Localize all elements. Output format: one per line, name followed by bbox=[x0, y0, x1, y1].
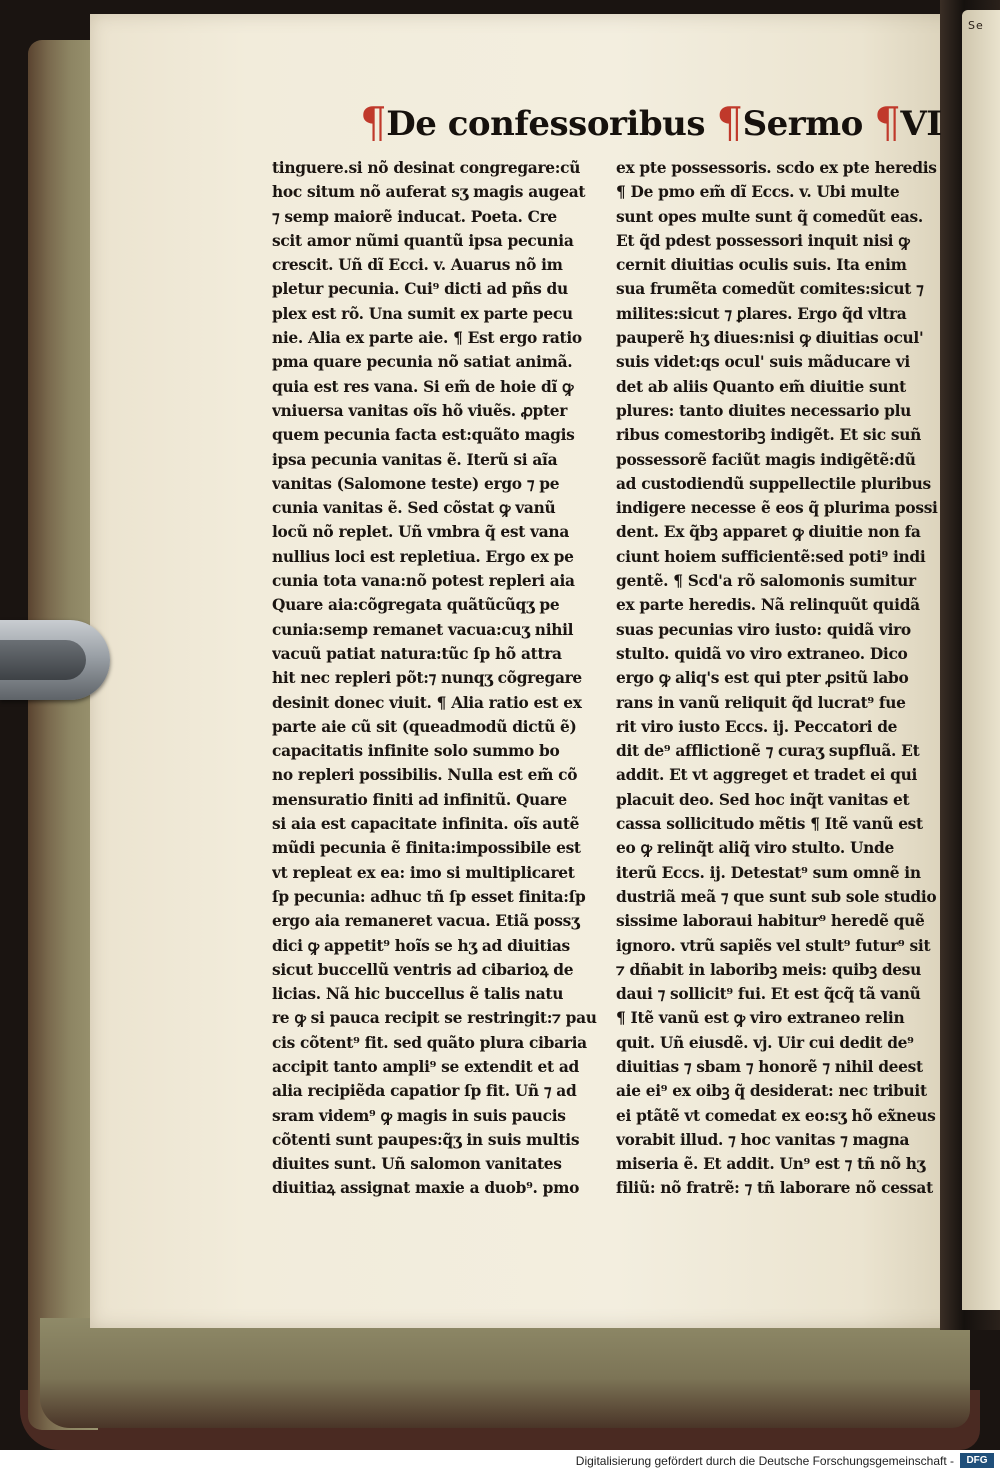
header-numeral: VI bbox=[900, 104, 942, 144]
text-line: filiũ: nõ fratrẽ: ⁊ tñ laborare nõ cessat bbox=[616, 1179, 933, 1198]
text-line: ciunt hoiem sufficientẽ:sed poti⁹ indi bbox=[616, 547, 926, 566]
text-line: aie ei⁹ ex oibꝫ q̃ desiderat: nec tribuit bbox=[616, 1082, 927, 1101]
text-line: quia est res vana. Si em̃ de hoie dĩ ꝙ bbox=[272, 377, 574, 396]
header-sermo: Sermo bbox=[742, 104, 863, 144]
text-line: vt repleat ex ea: imo si multiplicaret bbox=[272, 863, 575, 882]
text-line: vacuũ patiat natura:tũc ſp hõ attra bbox=[272, 644, 562, 663]
text-line: ¶ Itẽ vanũ est ꝙ viro extraneo relin bbox=[616, 1009, 905, 1028]
text-line: rans in vanũ reliquit q̃d lucrat⁹ fue bbox=[616, 693, 906, 712]
text-line: licias. Nã hic buccellus ẽ talis natu bbox=[272, 985, 564, 1004]
text-line: iterũ Eccs. ij. Detestat⁹ sum omnẽ in bbox=[616, 863, 921, 882]
page-clamp-inner bbox=[0, 640, 86, 680]
text-line: rit viro iusto Eccs. ij. Peccatori de bbox=[616, 717, 898, 736]
rubric-mark-icon: ¶ bbox=[360, 98, 387, 147]
text-line: quit. Uñ eiusdẽ. vj. Uir cui dedit de⁹ bbox=[616, 1033, 914, 1052]
text-line: locũ nõ replet. Uñ vmbra q̃ est vana bbox=[272, 523, 569, 542]
book-fore-edge bbox=[28, 40, 98, 1430]
text-line: nullius loci est repletiua. Ergo ex pe bbox=[272, 547, 574, 566]
text-line: cõtenti sunt paupes:q̃ʒ in suis multis bbox=[272, 1130, 580, 1149]
text-line: cernit diuitias oculis suis. Ita enim bbox=[616, 256, 907, 275]
text-line: eo ꝙ relinq̃t aliq̃ viro stulto. Unde bbox=[616, 839, 894, 858]
text-column-right bbox=[616, 156, 958, 1201]
text-line: nie. Alia ex parte aie. ¶ Est ergo ratio bbox=[272, 329, 582, 348]
text-line: stulto. quidã vo viro extraneo. Dico bbox=[616, 644, 908, 663]
text-line: sram videm⁹ ꝙ magis in suis paucis bbox=[272, 1106, 566, 1125]
text-line: ex pte possessoris. scdo ex pte heredis bbox=[616, 159, 937, 177]
text-line: sicut buccellũ ventris ad cibarioꝝ de bbox=[272, 960, 574, 979]
text-line: no repleri possibilis. Nulla est em̃ cõ bbox=[272, 766, 578, 785]
text-column-left bbox=[272, 156, 618, 1201]
text-line: sunt opes multe sunt q̃ comedũt eas. bbox=[616, 207, 923, 226]
digitization-footer bbox=[0, 1450, 1000, 1472]
text-line: indigere necesse ẽ eos q̃ plurima possi bbox=[616, 499, 938, 518]
text-line: pma quare pecunia nõ satiat animã. bbox=[272, 353, 573, 372]
text-line: vniuersa vanitas oĩs hõ viuẽs. ꝓpter bbox=[272, 401, 568, 420]
text-line: mensuratio finiti ad infinitũ. Quare bbox=[272, 790, 567, 809]
dfg-logo: DFG bbox=[960, 1453, 994, 1468]
text-line: cunia vanitas ẽ. Sed cõstat ꝙ vanũ bbox=[272, 499, 556, 518]
funding-notice: Digitalisierung gefördert durch die Deutsche Forschungsgemeinschaft - bbox=[575, 1454, 954, 1468]
text-line: scit amor nũmi quantũ ipsa pecunia bbox=[272, 231, 574, 250]
text-line: suis videt:qs ocul' suis mãducare vi bbox=[616, 353, 910, 372]
text-line: ex parte heredis. Nã relinquũt quidã bbox=[616, 596, 920, 615]
text-line: ei ptãtẽ vt comedat ex eo:sʒ hõ ex̃neus bbox=[616, 1106, 936, 1125]
book-bottom-edge bbox=[40, 1318, 970, 1428]
text-line: plures: tanto diuites necessario plu bbox=[616, 401, 911, 420]
text-line: cunia:semp remanet vacua:cuʒ nihil bbox=[272, 620, 574, 639]
text-line: cis cõtent⁹ fit. sed quãto plura cibaria bbox=[272, 1033, 587, 1052]
text-line: ergo ꝙ aliq's est qui pter ꝓsitũ labo bbox=[616, 669, 909, 688]
text-line: capacitatis infinite solo summo bo bbox=[272, 742, 560, 761]
text-line: miseria ẽ. Et addit. Un⁹ est ⁊ tñ nõ hʒ bbox=[616, 1155, 926, 1174]
text-line: cassa sollicitudo mẽtis ¶ Itẽ vanũ est bbox=[616, 815, 923, 834]
text-line: mũdi pecunia ẽ finita:impossibile est bbox=[272, 839, 581, 858]
text-line: placuit deo. Sed hoc inq̃t vanitas et bbox=[616, 790, 910, 809]
text-line: dit de⁹ afflictionẽ ⁊ curaʒ supfluã. Et bbox=[616, 742, 920, 761]
text-line: ¶ De pmo em̃ dĩ Eccs. v. Ubi multe bbox=[616, 183, 900, 202]
text-line: hoc situm nõ auferat sʒ magis augeat bbox=[272, 183, 586, 202]
text-line: desinit donec viuit. ¶ Alia ratio est ex bbox=[272, 693, 582, 712]
text-line: re ꝙ si pauca recipit se restringit:⁊ pau bbox=[272, 1009, 597, 1028]
rubric-mark-icon: ¶ bbox=[874, 98, 901, 147]
text-line: ⁊ dñabit in laboribꝫ meis: quibꝫ desu bbox=[616, 960, 922, 979]
text-line: pauperẽ hʒ diues:nisi ꝙ diuitias ocul' bbox=[616, 329, 924, 348]
text-line: ignoro. vtrũ sapiẽs vel stult⁹ futur⁹ sit bbox=[616, 936, 931, 955]
text-line: daui ⁊ sollicit⁹ fui. Et est q̃cq̃ tã vanũ bbox=[616, 985, 921, 1004]
text-line: ribus comestoribꝫ indigẽt. Et sic suñ bbox=[616, 426, 922, 445]
text-line: alia recipiẽda capatior ſp fit. Uñ ⁊ ad bbox=[272, 1082, 577, 1101]
next-page-fragment: Se bbox=[968, 19, 984, 32]
header-title: De confessoribus bbox=[386, 104, 705, 144]
text-line: ergo aia remaneret vacua. Etiã possʒ bbox=[272, 912, 580, 931]
text-line: det ab aliis Quanto em̃ diuitie sunt bbox=[616, 377, 906, 396]
text-line: pletur pecunia. Cui⁹ dicti ad pñs du bbox=[272, 280, 568, 299]
text-line: vanitas (Salomone teste) ergo ⁊ pe bbox=[272, 474, 560, 493]
text-line: crescit. Uñ dĩ Ecci. v. Auarus nõ im bbox=[272, 256, 563, 275]
text-line: gentẽ. ¶ Scd'a rõ salomonis sumitur bbox=[616, 572, 916, 591]
text-line: sua frumẽta comedũt comites:sicut ⁊ bbox=[616, 280, 924, 299]
text-line: possessorẽ faciũt magis indigẽtẽ:dũ bbox=[616, 450, 916, 469]
text-line: ipsa pecunia vanitas ẽ. Iterũ si aĩa bbox=[272, 450, 558, 469]
text-line: dent. Ex q̃bꝫ apparet ꝙ diuitie non fa bbox=[616, 523, 921, 542]
text-line: dici ꝙ appetit⁹ hoĩs se hʒ ad diuitias bbox=[272, 936, 570, 955]
text-line: diuites sunt. Uñ salomon vanitates bbox=[272, 1155, 562, 1174]
text-line: Quare aia:cõgregata quãtũcũqʒ pe bbox=[272, 596, 560, 615]
next-page-edge bbox=[962, 10, 1000, 1310]
text-line: quem pecunia facta est:quãto magis bbox=[272, 426, 575, 445]
text-line: hit nec repleri põt:⁊ nunqʒ cõgregare bbox=[272, 669, 582, 688]
text-line: ad custodiendũ suppellectile pluribus bbox=[616, 474, 931, 493]
rubric-mark-icon: ¶ bbox=[716, 98, 743, 147]
text-line: addit. Et vt aggreget et tradet ei qui bbox=[616, 766, 918, 785]
text-line: plex est rõ. Una sumit ex parte pecu bbox=[272, 304, 573, 323]
text-line: diuitias ⁊ sbam ⁊ honorẽ ⁊ nihil deest bbox=[616, 1057, 923, 1076]
text-line: tinguere.si nõ desinat congregare:cũ bbox=[272, 159, 581, 177]
text-line: accipit tanto ampli⁹ se extendit et ad bbox=[272, 1057, 579, 1076]
text-line: milites:sicut ⁊ ꝑlares. Ergo q̃d vltra bbox=[616, 304, 907, 323]
text-line: sissime laboraui habitur⁹ heredẽ quẽ bbox=[616, 912, 925, 931]
text-line: ſp pecunia: adhuc tñ ſp esset finita:ſp bbox=[272, 887, 586, 906]
text-line: vorabit illud. ⁊ hoc vanitas ⁊ magna bbox=[616, 1130, 910, 1149]
text-line: ⁊ semp maiorẽ inducat. Poeta. Cre bbox=[272, 207, 557, 226]
text-line: dustriã meã ⁊ que sunt sub sole studio bbox=[616, 887, 937, 906]
running-header bbox=[360, 96, 942, 152]
text-line: parte aie cũ sit (queadmodũ dictũ ẽ) bbox=[272, 717, 577, 736]
text-line: Et q̃d pdest possessori inquit nisi ꝙ bbox=[616, 231, 910, 250]
text-line: cunia tota vana:nõ potest repleri aia bbox=[272, 572, 575, 591]
text-line: si aia est capacitate infinita. oĩs autẽ bbox=[272, 815, 580, 834]
text-line: suas pecunias viro iusto: quidã viro bbox=[616, 620, 911, 639]
text-line: diuitiaꝝ assignat maxie a duob⁹. pmo bbox=[272, 1179, 580, 1198]
